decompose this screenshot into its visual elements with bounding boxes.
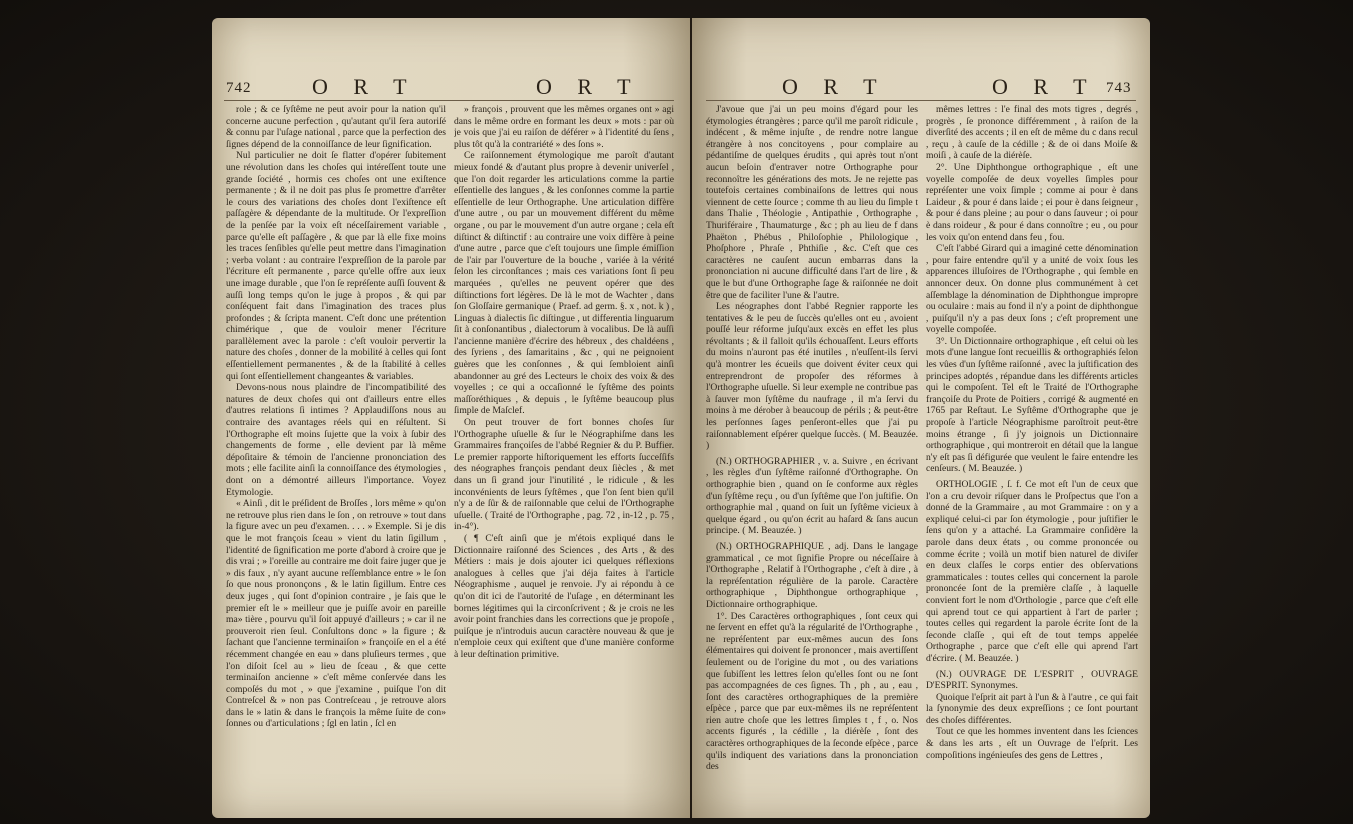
paragraph: Devons-nous nous plaindre de l'incompatibilité des natures de deux choſes qui ont d'ailleurs entre elles d'autres relations ſi intimes ? Applaudiſſons nous au contraire des avantages réels qui en réſultent. Si l'Orthographe eſt moins ſujette que la voix à ſubir des changements de forme , elle devient par là même dépoſitaire & témoin de l'ancienne prononciation des mots ; elle facilite ainſi la connoiſſance des étymologies , dont on a démontré ailleurs l'importance. Voyez Etymologie. [226, 382, 446, 498]
left-page-column-1 [226, 104, 446, 804]
paragraph: 2°. Une Diphthongue orthographique , eſt une voyelle compoſée de deux voyelles ſimples pour repréſenter une voix ſimple ; comme ai pour è dans Laideur , & pour é dans laide ; ei pour è dans ſeigneur , & pour é dans pleine ; au pour o dans ſauveur ; oi pour è dans roideur , & pour é dans connoître ; eu , ou pour les voix qu'on entend dans feu , fou. [926, 161, 1138, 243]
paragraph: 3°. Un Dictionnaire orthographique , eſt celui où les mots d'une langue ſont recueillis & orthographiés ſelon les vûes d'un ſyſtême raiſonné , avec la juſtification des principes adoptés , répandue dans les différents articles qui le compoſent. Tel eſt le Traité de l'Orthographe françoiſe du Prote de Poitiers , corrigé & augmenté en 1765 par Reſtaut. Le Syſtême d'Orthographe que je propoſe à l'article Néographisme paroîtroit peut-être moins étrange , ſi j'y joignois un Dictionnaire orthographique , qui montreroit en détail que la langue n'y eſt pas ſi défigurée que veulent le faire entendre les cenſeurs. ( M. Beauzée. ) [926, 335, 1138, 475]
paragraph: On peut trouver de fort bonnes choſes ſur l'Orthographe uſuelle & ſur le Néographiſme dans les Grammaires françoiſes de l'abbé Regnier & du P. Buffier. Le premier rapporte hiſtoriquement les efforts ſucceſſifs des néographes françois pendant deux ſiècles , & met dans un ſi grand jour l'inutilité , le ridicule , & les inconvénients de leurs ſyſtêmes , que l'on ſent bien qu'il n'y a de ſûr & de raiſonnable que celui de l'Orthographe uſuelle. ( Traité de l'Orthographe , pag. 72 , in-12 , p. 75 , in-4°). [454, 417, 674, 533]
right-page-column-2 [926, 104, 1138, 804]
paragraph: C'eſt l'abbé Girard qui a imaginé cette dénomination , pour faire entendre qu'il y a unité de voix ſous les apparences illuſoires de l'Orthographe , qui ſemble en annoncer deux. On donne plus communément à cet aſſemblage la dénomination de Diphthongue impropre ou oculaire : mais au fond il n'y a point de diphthongue , puiſqu'il n'y a pas deux ſons ; c'eſt proprement une voyelle compoſée. [926, 243, 1138, 336]
left-page [212, 18, 690, 818]
running-head-left-col2: O R T [536, 74, 641, 99]
paragraph: Nul particulier ne doit ſe flatter d'opérer ſubitement une révolution dans les choſes qui intéreſſent toute une grande ſociété , hormis ces choſes ont une exiſtence permanente ; & il ne doit pas plus ſe promettre d'arrêter le cours des variations des choſes dont l'exiſtence eſt paſſagère & dépendante de la multitude. Or l'expreſſion de la penſée par la voix eſt néceſſairement variable , parce qu'elle eſt paſſagère , & que par là elle fixe moins les traces ſenſibles qu'elle peut mettre dans l'imagination ; verba volant : au contraire l'expreſſion de la parole par l'écriture eſt permanente , parce qu'elle offre aux ieux une image durable , que l'on ſe repréſente auſſi ſouvent & auſſi long temps qu'on le juge à propos , & qui par conſéquent fait dans l'imagination des traces plus profondes ; & ſcripta manent. C'eſt donc une prétention chimérique , que de vouloir mener l'écriture parallèlement avec la parole : c'eſt vouloir pervertir la nature des choſes , donner de la mobilité à celles qui ſont eſſentiellement permanentes , & de la ſtabilité à celles qui ſont eſſentiellement changeantes & variables. [226, 150, 446, 382]
paragraph: J'avoue que j'ai un peu moins d'égard pour les étymologies étrangères ; parce qu'il me paroît ridicule , indécent , & même injuſte , de rendre notre langue étrangère à nos concitoyens , pour complaire au pédantiſme de quelques érudits , qui après tout n'ont aucun beſoin d'entraver notre Orthographe pour reconnoître les générations des mots. Je ne rejette pas toutefois certaines combinaiſons de lettres qui nous viennent de cette ſource ; comme th au lieu du ſimple t dans Thalie , Théologie , Antipathie , Orthographe , Thuriféraire , Thaumaturge , &c ; ph au lieu de f dans Phaëton , Phébus , Philoſophie , Philologique , Phoſphore , Phraſe , Phthiſie , &c. C'eſt que ces caractères ne cauſent aucun embarras dans la prononciation ni aucune difficulté dans l'art de lire , & que le but d'une Orthographe ſage & raiſonnée ne doit être que de faciliter l'une & l'autre. [706, 104, 918, 301]
page-number-left: 742 [226, 80, 252, 96]
paragraph: ( ¶ C'eſt ainſi que je m'étois expliqué dans le Dictionnaire raiſonné des Sciences , des Arts , & des Métiers : mais je dois ajouter ici quelques réflexions analogues à celles que j'ai déja faites à l'article Néographisme , auquel je renvoie. J'y ai répondu à ce qu'on dit ici de l'autorité de l'uſage , en déterminant les bornes légitimes qui la circonſcrivent ; & je crois ne les avoir point franchies dans les corrections que je propoſe , puiſque je n'introduis aucun caractère nouveau & que je n'emploie ceux qui exiſtent que d'une manière conforme à leur deſtination primitive. [454, 532, 674, 660]
running-head-left-col1: O R T [312, 74, 417, 99]
article-orthographier: (N.) ORTHOGRAPHIER , v. a. Suivre , en écrivant , les règles d'un ſyſtême raiſonné d'Orthographe. On orthographie bien , quand on ſe conforme aux règles d'un ſyſtême reçu , ou d'un ſyſtême que l'on juſtifie. On orthographie mal , quand on ſuit un ſyſtême vicieux à quelque égard , ou qu'on écrit au haſard & ſans aucun principe. ( M. Beauzée. ) [706, 455, 918, 537]
paragraph: Tout ce que les hommes inventent dans les ſciences & dans les arts , eſt un Ouvrage de l'eſprit. Les compoſitions ingénieuſes des gens de Lettres , [926, 726, 1138, 761]
running-head-right-col1: O R T [782, 74, 887, 99]
header-rule-right [706, 100, 1136, 101]
page-number-right: 743 [1106, 80, 1132, 96]
paragraph: » françois , prouvent que les mêmes organes ont » agi dans le même ordre en formant les deux » mots : par où je vois que j'ai eu raiſon de déférer » à l'identité du ſens , plus tôt qu'à la contrariété » des ſons ». [454, 104, 674, 150]
article-ouvrage-de-l-esprit: (N.) OUVRAGE DE L'ESPRIT , OUVRAGE D'ESPRIT. Synonymes. [926, 668, 1138, 692]
paragraph: 1°. Des Caractères orthographiques , ſont ceux qui ne ſervent en effet qu'à la régularité de l'Orthographe , ne repréſentent par eux-mêmes aucun des ſons élémentaires qui doivent ſe prononcer , mais avertiſſent ſeulement ou de l'origine du mot , ou des variations que ſubiſſent les lettres ſelon qu'elles ſont ou ne ſont pas accompagnées de ces ſignes. Th , ph , au , eau , ſont des caractères orthographiques de la première eſpèce , parce que par eux-mêmes ils ne repréſentent rien autre choſe que les lettres ſimples t , f , o. Nos accents figurés , la cédille , la diérèſe , ſont des caractères orthographiques de la ſeconde eſpèce , parce qu'ils indiquent des variations dans la prononciation des [706, 610, 918, 773]
paragraph: mêmes lettres : l'e final des mots tigres , degrés , progrès , ſe prononce différemment , à raiſon de la diverſité des accents ; il en eſt de même du c dans recul , reçu , à cauſe de la cédille ; & de oi dans Moiſe & moiſi , à cauſe de la diérèſe. [926, 104, 1138, 162]
paragraph: role ; & ce ſyſtême ne peut avoir pour la nation qu'il concerne aucune perfection , qu'autant qu'il ſera autoriſé & connu par l'uſage national , parce que la perfection des ſignes dépend de la connoiſſance de leur ſignification. [226, 104, 446, 150]
header-rule-left [224, 100, 674, 101]
right-page [692, 18, 1150, 818]
paragraph: Les néographes dont l'abbé Regnier rapporte les tentatives & le peu de ſuccès qu'elles ont eu , avoient pouſſé leur réforme juſqu'aux excès en effet les plus révoltants ; & il falloit qu'ils échouaſſent. Leurs efforts du moins n'auront pas été inutiles , n'euſſent-ils ſervi qu'à montrer les écueils que doivent éviter ceux qui entreprendront de propoſer des réformes à l'Orthographe uſuelle. Si leur exemple ne contribue pas à ſauver mon ſyſtême du naufrage , il m'a ſervi du moins à me dérober à beaucoup de périls ; & peut-être les perſonnes ſages penſeront-elles que j'ai pu raiſonnablement eſpérer quelque ſuccès. ( M. Beauzée. ) [706, 301, 918, 452]
article-orthologie: ORTHOLOGIE , ſ. f. Ce mot eſt l'un de ceux que l'on a cru devoir riſquer dans le Proſpectus que l'on a donné de la Grammaire , au mot Grammaire : on y a expliqué celui-ci par ſon étymologie , pour juſtifier le ſens qu'on y a attaché. La Grammaire conſidère la parole dans deux états , ou comme prononcée ou comme écrite ; voilà un motif bien naturel de diviſer en deux claſſes le corps entier des obſervations grammaticales : toutes celles qui concernent la parole prononcée ſont de la première claſſe , à laquelle convient fort le nom d'Orthologie , parce que c'eſt elle qui aprend tout ce qui appartient à l'art de parler ; toutes celles qui regardent la parole écrite ſont de la ſeconde claſſe , qui eſt de tout temps appelée Orthographe , parce que c'eſt elle qui aprend l'art d'écrire. ( M. Beauzée. ) [926, 479, 1138, 664]
right-page-column-1 [706, 104, 918, 804]
left-page-column-2 [454, 104, 674, 804]
article-orthographique: (N.) ORTHOGRAPHIQUE , adj. Dans le langage grammatical , ce mot ſignifie Propre ou néceſſaire à l'Orthographe , Relatif à l'Orthographe , c'eſt à dire , à la repréſentation régulière de la parole. Caractère orthographique , Diphthongue orthographique , Dictionnaire orthographique. [706, 540, 918, 610]
paragraph: « Ainſi , dit le préſident de Broſſes , lors même » qu'on ne retrouve plus rien dans le ſon , on retrouve » tout dans la figure avec un peu d'examen. . . . » Exemple. Si je dis que le mot françois ſceau » vient du latin ſigillum , l'identité de ſignification me porte d'abord à croire que je dis vrai ; » l'oreille au contraire me doit faire juger que je » dis faux , n'y ayant aucune reſſemblance entre » le ſon ſo que nous prononçons , & le latin ſigillum. Entre ces deux juges , qui ſont d'opinion contraire , je ſais que le premier eſt le » meilleur que je puiſſe avoir en pareille ma» tière , pourvu qu'il ſoit appuyé d'ailleurs ; » car il ne prouveroit rien ſeul. Conſultons donc » la figure ; & ſachant que l'ancienne terminaiſon » françoiſe en el a été récemment changée en eau » dans pluſieurs termes , que l'on diſoit ſcel au » lieu de ſceau , & que cette terminaiſon ancienne » c'eſt même conſervée dans les compoſés du mot , » que j'examine , puiſque l'on dit Contreſcel & » non pas Contreſceau , je retrouve alors dans le » latin & dans le françois la même ſuite de con» ſonnes ou d'articulations ; ſgl en latin , ſcl en [226, 498, 446, 730]
paragraph: Quoique l'eſprit ait part à l'un & à l'autre , ce qui fait la ſynonymie des deux expreſſions ; ce ſont pourtant des choſes différentes. [926, 691, 1138, 726]
paragraph: Ce raiſonnement étymologique me paroît d'autant mieux fondé & d'autant plus propre à devenir univerſel , que l'on doit regarder les articulations comme la partie eſſentielle des langues , & les conſonnes comme la partie eſſentielle de leur Orthographe. Une articulation diffère d'une autre , ou par un mouvement différent du même organe , ou par le mouvement d'un autre organe ; cela eſt diſtinct & diſtinctif : au contraire une voix diffère à peine d'une autre , parce que c'eſt toujours une ſimple émiſſion de l'air par l'ouverture de la bouche , variée à la vérité ſelon les circonſtances ; mais ces variations ſont ſi peu marquées , qu'elles ne peuvent opérer que des diſtinctions fort légères. De là le mot de Wachter , dans ſon Gloſſaire germanique ( Praef. ad germ. §. x , not. k ) , Linguas à dialectis ſic diſtingue , ut differentia linguarum ſit à conſonantibus , dialectorum à vocalibus. De là auſſi l'ancienne manière d'écrire des hébreux , des chaldéens , des ſyriens , des ſamaritains , &c , qui ne peignoient guères que les conſonnes , & qui ſembloient ainſi abandonner au gré des Lecteurs le choix des voix & des voyelles ; ce qui a occaſionné le ſyſtême des points maſſoréthiques , & depuis , le ſyſtême beaucoup plus ſimple de Maſclef. [454, 150, 674, 417]
running-head-right-col2: O R T [992, 74, 1097, 99]
